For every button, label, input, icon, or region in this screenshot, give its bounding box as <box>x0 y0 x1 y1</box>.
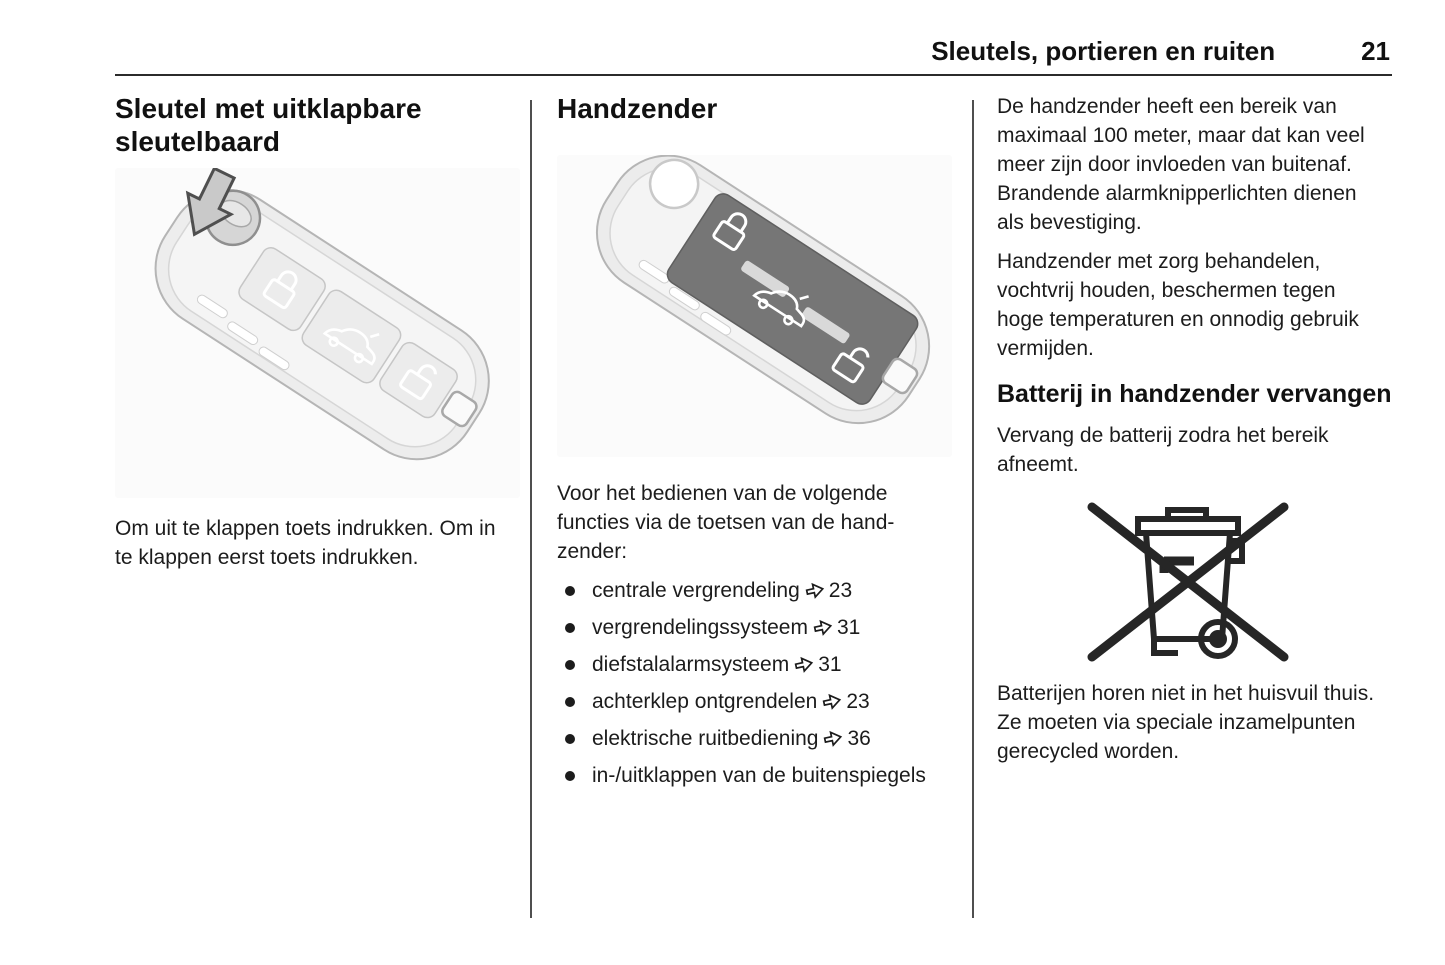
battery-paragraph: Vervang de batterij zodra het bereik afneemt. <box>997 424 1329 476</box>
header-rule <box>115 74 1392 76</box>
bullet-icon <box>565 660 575 670</box>
list-item: in-/uitklappen van de buitenspiegels <box>557 761 957 790</box>
battery-disposal-illustration <box>997 489 1379 669</box>
recycling-paragraph: Batterijen horen niet in het huisvuil thuis. Ze moeten via speciale inzamelpunten gerecycled worden. <box>997 682 1375 763</box>
running-header <box>115 36 1390 67</box>
flip-key-illustration <box>115 168 520 498</box>
column-right <box>997 92 1392 776</box>
page-reference: 23 <box>828 579 853 602</box>
list-item: centrale vergrendeling 23 <box>557 576 957 605</box>
page-reference-arrow-icon <box>822 692 843 711</box>
chapter-title: Sleutels, portieren en ruiten <box>931 36 1276 66</box>
care-paragraph: Handzender met zorg behandelen, vochtvrij houden, beschermen tegen hoge temperaturen en onnodig gebruik vermijden. <box>997 250 1359 360</box>
flip-key-paragraph: Om uit te klappen toets indrukken. Om in te klappen eerst toets indrukken. <box>115 517 496 569</box>
remote-key-illustration <box>557 155 952 457</box>
page-reference: 31 <box>836 616 861 639</box>
column-divider <box>530 100 532 918</box>
page-reference-arrow-icon <box>805 581 826 600</box>
column-left <box>115 92 500 582</box>
subheading-battery-replace: Batterij in handzender vervangen <box>997 380 1392 408</box>
page-reference-arrow-icon <box>813 618 834 637</box>
bullet-icon <box>565 586 575 596</box>
bullet-icon <box>565 697 575 707</box>
range-paragraph: De handzender heeft een bereik van maximaal 100 meter, maar dat kan veel meer zijn door invloeden van buitenaf. Brandende alarmknipperlichten dienen als bevestiging. <box>997 95 1365 234</box>
page-reference: 31 <box>818 653 842 676</box>
page-reference-arrow-icon <box>794 655 815 674</box>
list-item: achterklep ontgrendelen 23 <box>557 687 957 716</box>
flip-key-image <box>115 168 520 498</box>
page-reference-arrow-icon <box>823 729 844 748</box>
page-number: 21 <box>1361 36 1390 66</box>
list-item: vergrendelingssysteem 31 <box>557 613 957 642</box>
bullet-icon <box>565 771 575 781</box>
list-item: diefstalalarmsysteem 31 <box>557 650 957 679</box>
column-divider <box>972 100 974 918</box>
crossed-out-bin-icon <box>1068 489 1308 669</box>
remote-key-image <box>557 155 952 457</box>
bullet-icon <box>565 734 575 744</box>
column-middle <box>557 92 957 798</box>
page-reference: 36 <box>847 727 871 750</box>
remote-intro-paragraph: Voor het bedienen van de volgende functies via de toetsen van de handzender: <box>557 482 895 563</box>
section-heading-remote: Handzender <box>557 93 718 124</box>
list-item: elektrische ruitbediening 36 <box>557 724 957 753</box>
section-heading-flip-key: Sleutel met uitklapbare sleutelbaard <box>115 93 422 157</box>
page-reference: 23 <box>846 690 870 713</box>
remote-function-list <box>557 576 957 790</box>
bullet-icon <box>565 623 575 633</box>
